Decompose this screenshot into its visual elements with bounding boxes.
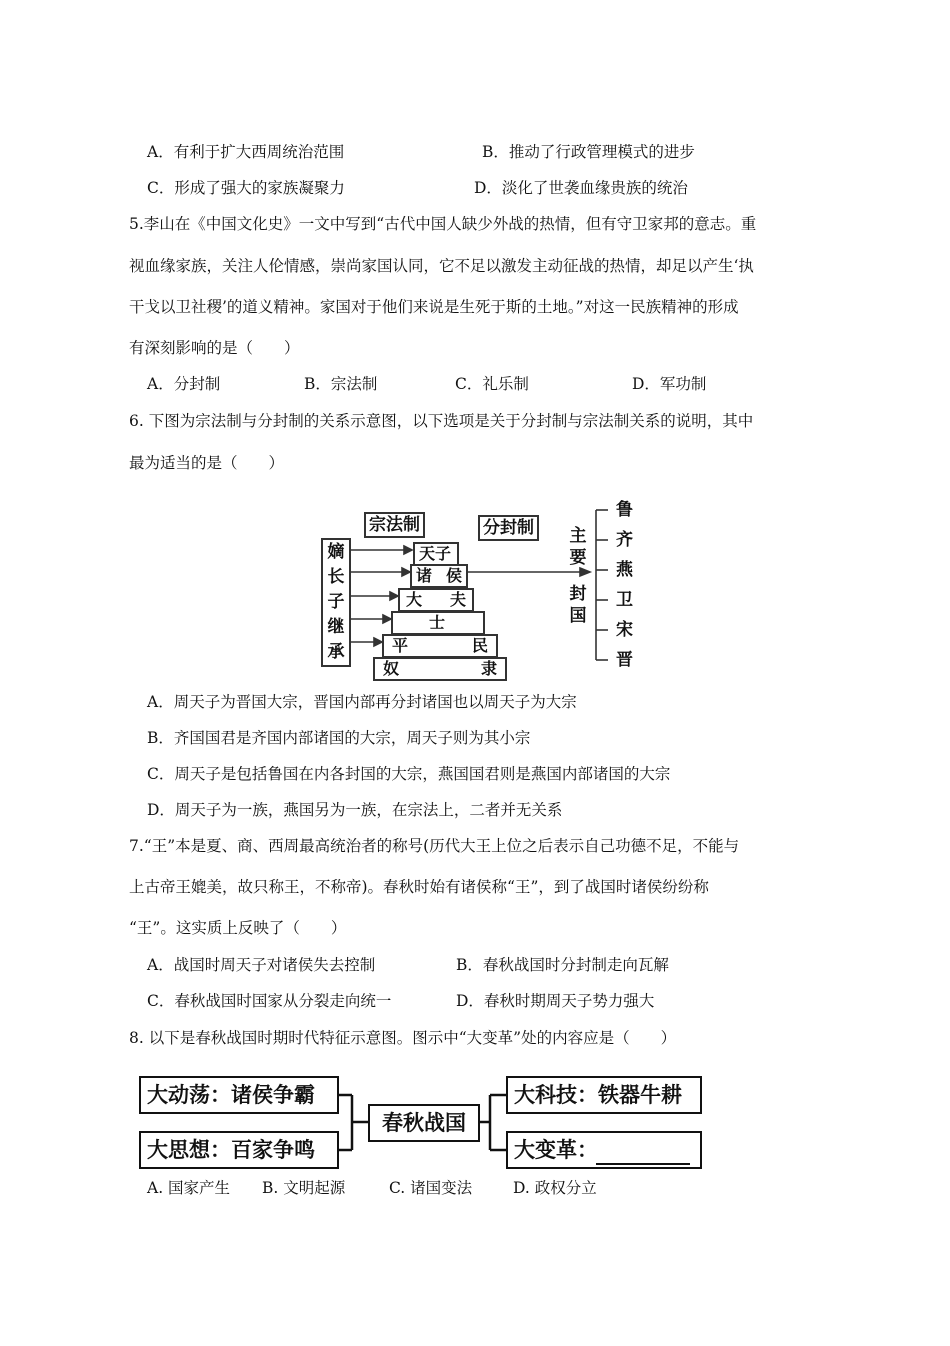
tier-label: 士 [429,613,446,632]
q6-line-2: 最为适当的是（ ） [129,454,285,472]
inheritance-char: 承 [327,642,345,662]
q8-box-left-top: 大动荡：诸侯争霸 [139,1076,339,1114]
q5-line-2: 视血缘家族，关注人伦情感，崇尚家国认同，它不足以激发主动征战的热情，却足以产生‘执 [129,257,754,275]
q7-option-b: B．春秋战国时分封制走向瓦解 [456,956,669,974]
inheritance-char: 嫡 [327,542,345,562]
inheritance-column [321,538,351,667]
state-yan: 燕 [616,560,633,580]
q8-option-c: C. 诸国变法 [389,1179,473,1197]
tier-label-left: 平 [392,636,409,655]
q5-option-b: B．宗法制 [304,375,378,393]
q6-option-d: D．周天子为一族，燕国另为一族，在宗法上，二者并无关系 [147,801,563,819]
q7-option-a: A．战国时周天子对诸侯失去控制 [147,956,376,974]
q8-option-d: D. 政权分立 [513,1179,597,1197]
tier-label-right: 民 [471,636,488,655]
q5-line-4: 有深刻影响的是（ ） [129,339,300,357]
tier-nuli [373,657,507,681]
tier-label-right: 夫 [449,590,466,609]
main-states-char: 国 [569,606,587,626]
tier-label-right: 隶 [480,659,497,678]
tier-label: 天子 [419,544,452,563]
q5-line-1: 5.李山在《中国文化史》一文中写到“古代中国人缺少外战的热情，但有守卫家邦的意志。重 [129,215,757,233]
q5-option-a: A．分封制 [147,375,221,393]
state-song: 宋 [616,620,633,640]
q4-option-a: A．有利于扩大西周统治范围 [147,143,345,161]
q5-option-d: D．军功制 [632,375,707,393]
zongfa-label: 宗法制 [364,512,425,538]
q7-line-1: 7.“王”本是夏、商、西周最高统治者的称号(历代大王上位之后表示自己功德不足，不能与 [129,837,740,855]
tier-dafu [398,588,474,612]
tier-label-left: 大 [406,590,423,609]
tier-pingmin [382,634,498,658]
q8-box-right-bottom [506,1131,702,1169]
q7-option-d: D．春秋时期周天子势力强大 [456,992,655,1010]
state-lu: 鲁 [616,500,633,520]
q8-option-a: A. 国家产生 [147,1179,231,1197]
q7-option-c: C．春秋战国时国家从分裂走向统一 [147,992,392,1010]
main-states-char: 要 [569,548,587,568]
main-states-char: 主 [569,526,587,546]
q5-option-c: C．礼乐制 [455,375,529,393]
q6-option-c: C．周天子是包括鲁国在内各封国的大宗，燕国国君则是燕国内部诸国的大宗 [147,765,671,783]
q6-line-1: 6. 下图为宗法制与分封制的关系示意图，以下选项是关于分封制与宗法制关系的说明，其中 [129,412,754,430]
tier-label-left: 奴 [383,659,400,678]
q8-line-1: 8. 以下是春秋战国时期时代特征示意图。图示中“大变革”处的内容应是（ ） [129,1029,677,1047]
q8-option-b: B. 文明起源 [262,1179,346,1197]
tier-tianzi [413,542,459,566]
q8-box-left-bottom: 大思想：百家争鸣 [139,1131,339,1169]
state-qi: 齐 [616,530,633,550]
inheritance-char: 子 [327,592,345,612]
blank-underline [596,1163,690,1165]
q4-option-b: B．推动了行政管理模式的进步 [482,143,695,161]
q6-option-b: B．齐国国君是齐国内部诸国的大宗，周天子则为其小宗 [147,729,531,747]
q5-line-3: 干戈以卫社稷’的道义精神。家国对于他们来说是生死于斯的土地。”对这一民族精神的形成 [129,298,739,316]
q8-box-center: 春秋战国 [368,1104,480,1142]
main-states-char: 封 [569,584,587,604]
state-wei: 卫 [616,590,633,610]
fenfeng-label: 分封制 [478,515,539,541]
q4-option-d: D．淡化了世袭血缘贵族的统治 [474,179,688,197]
q8-box-right-top: 大科技：铁器牛耕 [506,1076,702,1114]
q8-right-bottom-label: 大变革： [514,1138,598,1162]
inheritance-char: 继 [327,617,345,637]
inheritance-char: 长 [327,567,345,587]
zongfa-fenfeng-diagram [318,492,648,682]
tier-label-right: 侯 [445,566,462,585]
tier-label-left: 诸 [416,566,433,585]
q7-line-2: 上古帝王媲美，故只称王，不称帝)。春秋时始有诸侯称“王”，到了战国时诸侯纷纷称 [129,878,709,896]
q6-option-a: A．周天子为晋国大宗，晋国内部再分封诸国也以周天子为大宗 [147,693,577,711]
state-jin: 晋 [616,650,633,670]
q7-line-3: “王”。这实质上反映了（ ） [129,919,347,937]
tier-shi [391,611,485,635]
tier-zhuhou [410,564,468,588]
q4-option-c: C．形成了强大的家族凝聚力 [147,179,345,197]
